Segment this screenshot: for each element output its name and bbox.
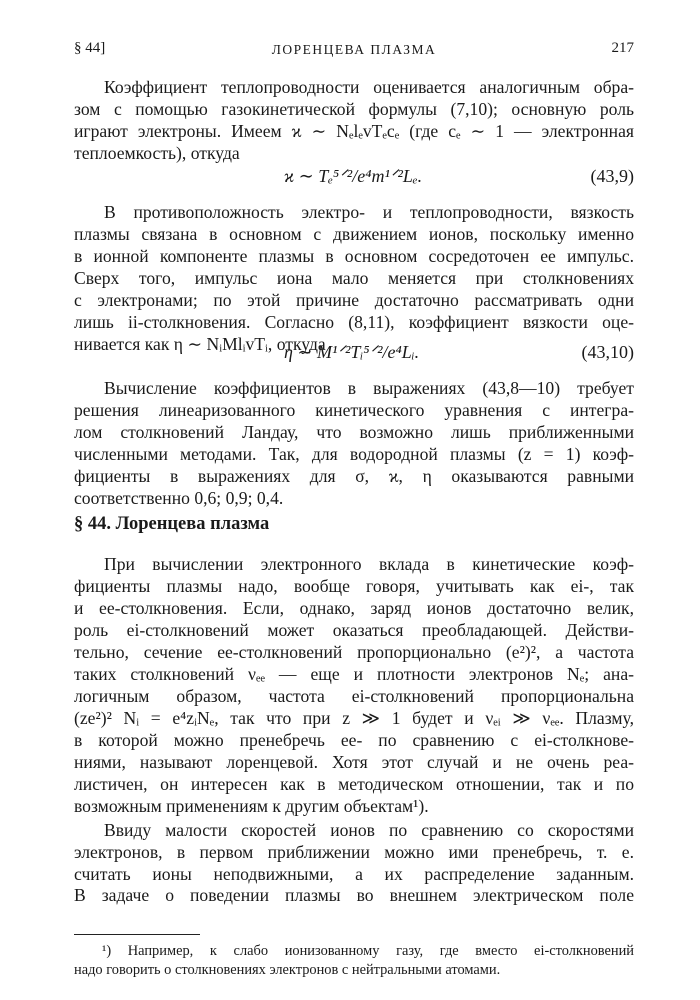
para4-line: фициенты плазмы надо, вообще говоря, учитывать как ei-, так <box>74 576 634 596</box>
para5-line: В задаче о поведении плазмы во внешнем электрическом поле <box>74 885 634 905</box>
para1-line: зом с помощью газокинетической формулы (7,10); основную роль <box>74 99 634 119</box>
para2-line: в ионной компоненте плазмы в основном сосредоточен ее импульс. <box>74 246 634 266</box>
para4-line: логичным образом, частота ei-столкновений пропорциональна <box>74 686 634 706</box>
equation-formula: ϰ ∼ Tₑ⁵ᐟ²/e⁴m¹ᐟ²Lₑ. <box>284 166 423 186</box>
para4-line: в которой можно пренебречь ee- по сравнению с ei-столкнове- <box>74 730 634 750</box>
para5-line: считать ионы неподвижными, а их распределение заданным. <box>74 864 634 884</box>
para4-line: (ze²)² Nᵢ = e⁴zᵢNₑ, так что при z ≫ 1 будет и νₑᵢ ≫ νₑₑ. Плазму, <box>74 708 634 728</box>
header-section-ref: § 44] <box>74 40 106 56</box>
para2-line: нивается как η ∼ NᵢMlᵢvTᵢ, откуда <box>74 334 326 354</box>
para1-line: играют электроны. Имеем ϰ ∼ NₑlₑvTₑcₑ (где cₑ ∼ 1 — электронная <box>74 121 634 141</box>
para2-line: лишь ii-столкновения. Согласно (8,11), коэффициент вязкости оце- <box>74 312 634 332</box>
equation-number: (43,9) <box>590 166 634 186</box>
para1-line: теплоемкость), откуда <box>74 143 240 163</box>
para1-line: Коэффициент теплопроводности оценивается аналогичным обра- <box>104 77 634 97</box>
para3-line: решения линеаризованного кинетического уравнения с интегра- <box>74 400 634 420</box>
footnote-line: ¹) Например, к слабо ионизованному газу, где вместо ei-столкновений <box>102 943 634 959</box>
para4-line: роль ei-столкновений может оказаться преобладающей. Действи- <box>74 620 634 640</box>
para5-line: Ввиду малости скоростей ионов по сравнению со скоростями <box>104 820 634 840</box>
para4-line: ниями, называют лоренцевой. Хотя этот случай и не очень реа- <box>74 752 634 772</box>
para4-line: таких столкновений νₑₑ — еще и плотности электронов Nₑ; ана- <box>74 664 634 684</box>
para3-line: лом столкновений Ландау, что возможно лишь приближенными <box>74 422 634 442</box>
para4-line: и ee-столкновения. Если, однако, заряд ионов достаточно велик, <box>74 598 634 618</box>
para3-line: Вычисление коэффициентов в выражениях (43,8—10) требует <box>104 378 634 398</box>
para3-line: соответственно 0,6; 0,9; 0,4. <box>74 488 284 508</box>
para5-line: электронов, в первом приближении можно ими пренебречь, т. е. <box>74 842 634 862</box>
para2-line: В противоположность электро- и теплопроводности, вязкость <box>104 202 634 222</box>
page-number: 217 <box>611 40 634 56</box>
para2-line: с электронами; по этой причине достаточно рассматривать одни <box>74 290 634 310</box>
para3-line: численными методами. Так, для водородной плазмы (z = 1) коэф- <box>74 444 634 464</box>
header-title: ЛОРЕНЦЕВА ПЛАЗМА <box>271 42 437 57</box>
para4-line: При вычислении электронного вклада в кинетические коэф- <box>104 554 634 574</box>
para4-line: листичен, он интересен как в методическом отношении, так и по <box>74 774 634 794</box>
equation-43-10 <box>74 342 634 366</box>
para4-line: тельно, сечение ee-столкновений пропорционально (e²)², а частота <box>74 642 634 662</box>
equation-formula: η ∼ M¹ᐟ²Tᵢ⁵ᐟ²/e⁴Lᵢ. <box>284 342 420 362</box>
footnote-line: надо говорить о столкновениях электронов с нейтральными атомами. <box>74 962 501 978</box>
section-title: § 44. Лоренцева плазма <box>74 514 270 534</box>
running-header <box>74 40 634 64</box>
para2-line: плазмы связана в основном с движением ионов, поскольку именно <box>74 224 634 244</box>
para3-line: фициенты в выражениях для σ, ϰ, η оказываются равными <box>74 466 634 486</box>
equation-number: (43,10) <box>581 342 634 362</box>
para2-line: Сверх того, импульс иона мало меняется при столкновениях <box>74 268 634 288</box>
equation-43-9 <box>74 166 634 190</box>
footnote-rule <box>74 934 200 935</box>
para4-line: возможным применениям к другим объектам¹). <box>74 796 429 816</box>
